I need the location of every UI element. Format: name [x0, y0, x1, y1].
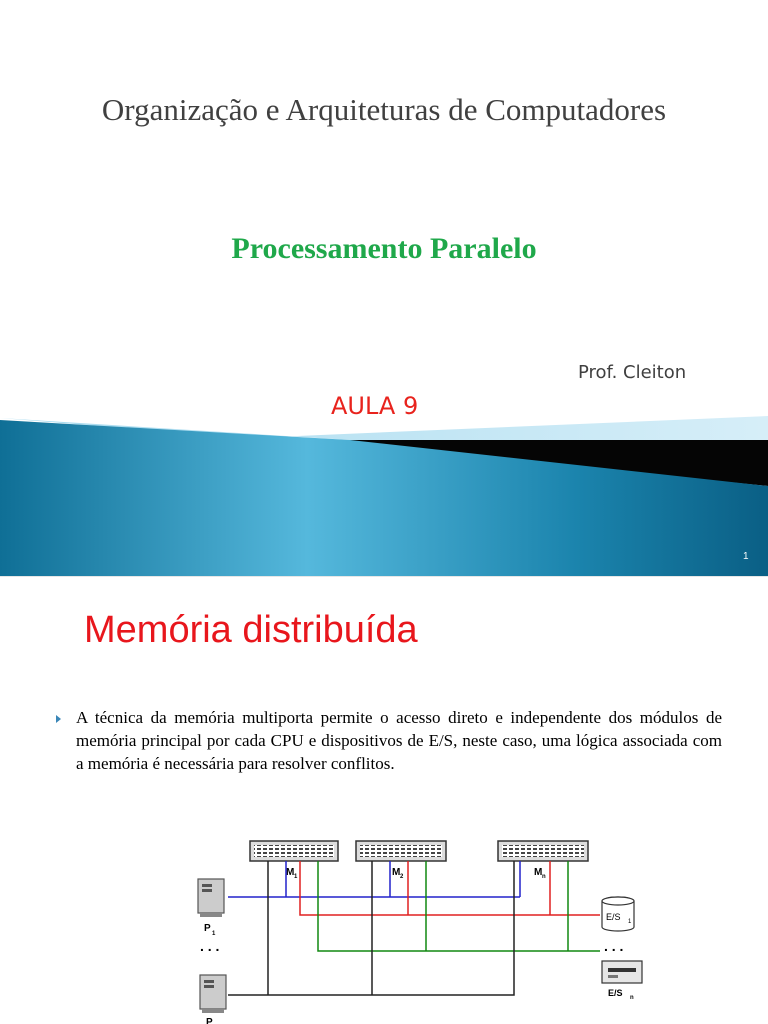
- course-title: Organização e Arquiteturas de Computadores: [101, 92, 667, 127]
- processor-sub: 1: [212, 931, 216, 937]
- io-ellipsis: . . .: [604, 938, 624, 954]
- processor-n: [200, 975, 226, 1024]
- professor-name: Prof. Cleiton: [578, 362, 687, 383]
- slide-number: 1: [743, 551, 749, 562]
- memory-module-n: [498, 841, 588, 880]
- processor-1: [198, 879, 224, 937]
- section-title: Memória distribuída: [84, 609, 418, 651]
- memory-label: M: [534, 867, 543, 878]
- memory-label: M: [286, 867, 295, 878]
- bullet-arrow-icon: [56, 715, 61, 723]
- io-device-n: [602, 961, 642, 1001]
- processor-label: P: [204, 923, 211, 934]
- io-label: E/S: [608, 988, 623, 998]
- multiport-memory-diagram: [190, 839, 660, 1024]
- memory-sub: 1: [294, 874, 298, 880]
- memory-sub: n: [542, 874, 546, 880]
- processor-label: P: [206, 1017, 213, 1024]
- io-label: E/S: [606, 912, 621, 922]
- content-slide: [0, 576, 768, 1024]
- memory-label: M: [392, 867, 401, 878]
- memory-module-1: [250, 841, 338, 880]
- bullet-text: A técnica da memória multiporta permite o acesso direto e independente dos módulos de memória principal por cada CPU e dispositivos de E/S, neste caso, uma lógica associada com a memória é necessária para resolver conflitos.: [76, 708, 722, 773]
- interconnect-buses: [228, 861, 600, 995]
- io-sub: n: [630, 995, 634, 1001]
- io-device-1: [602, 897, 634, 931]
- memory-sub: 2: [400, 874, 404, 880]
- lesson-label: AULA 9: [331, 392, 419, 420]
- memory-module-2: [356, 841, 446, 880]
- io-sub: 1: [628, 919, 632, 925]
- subject-title: Processamento Paralelo: [231, 232, 537, 265]
- processor-ellipsis: . . .: [200, 938, 220, 954]
